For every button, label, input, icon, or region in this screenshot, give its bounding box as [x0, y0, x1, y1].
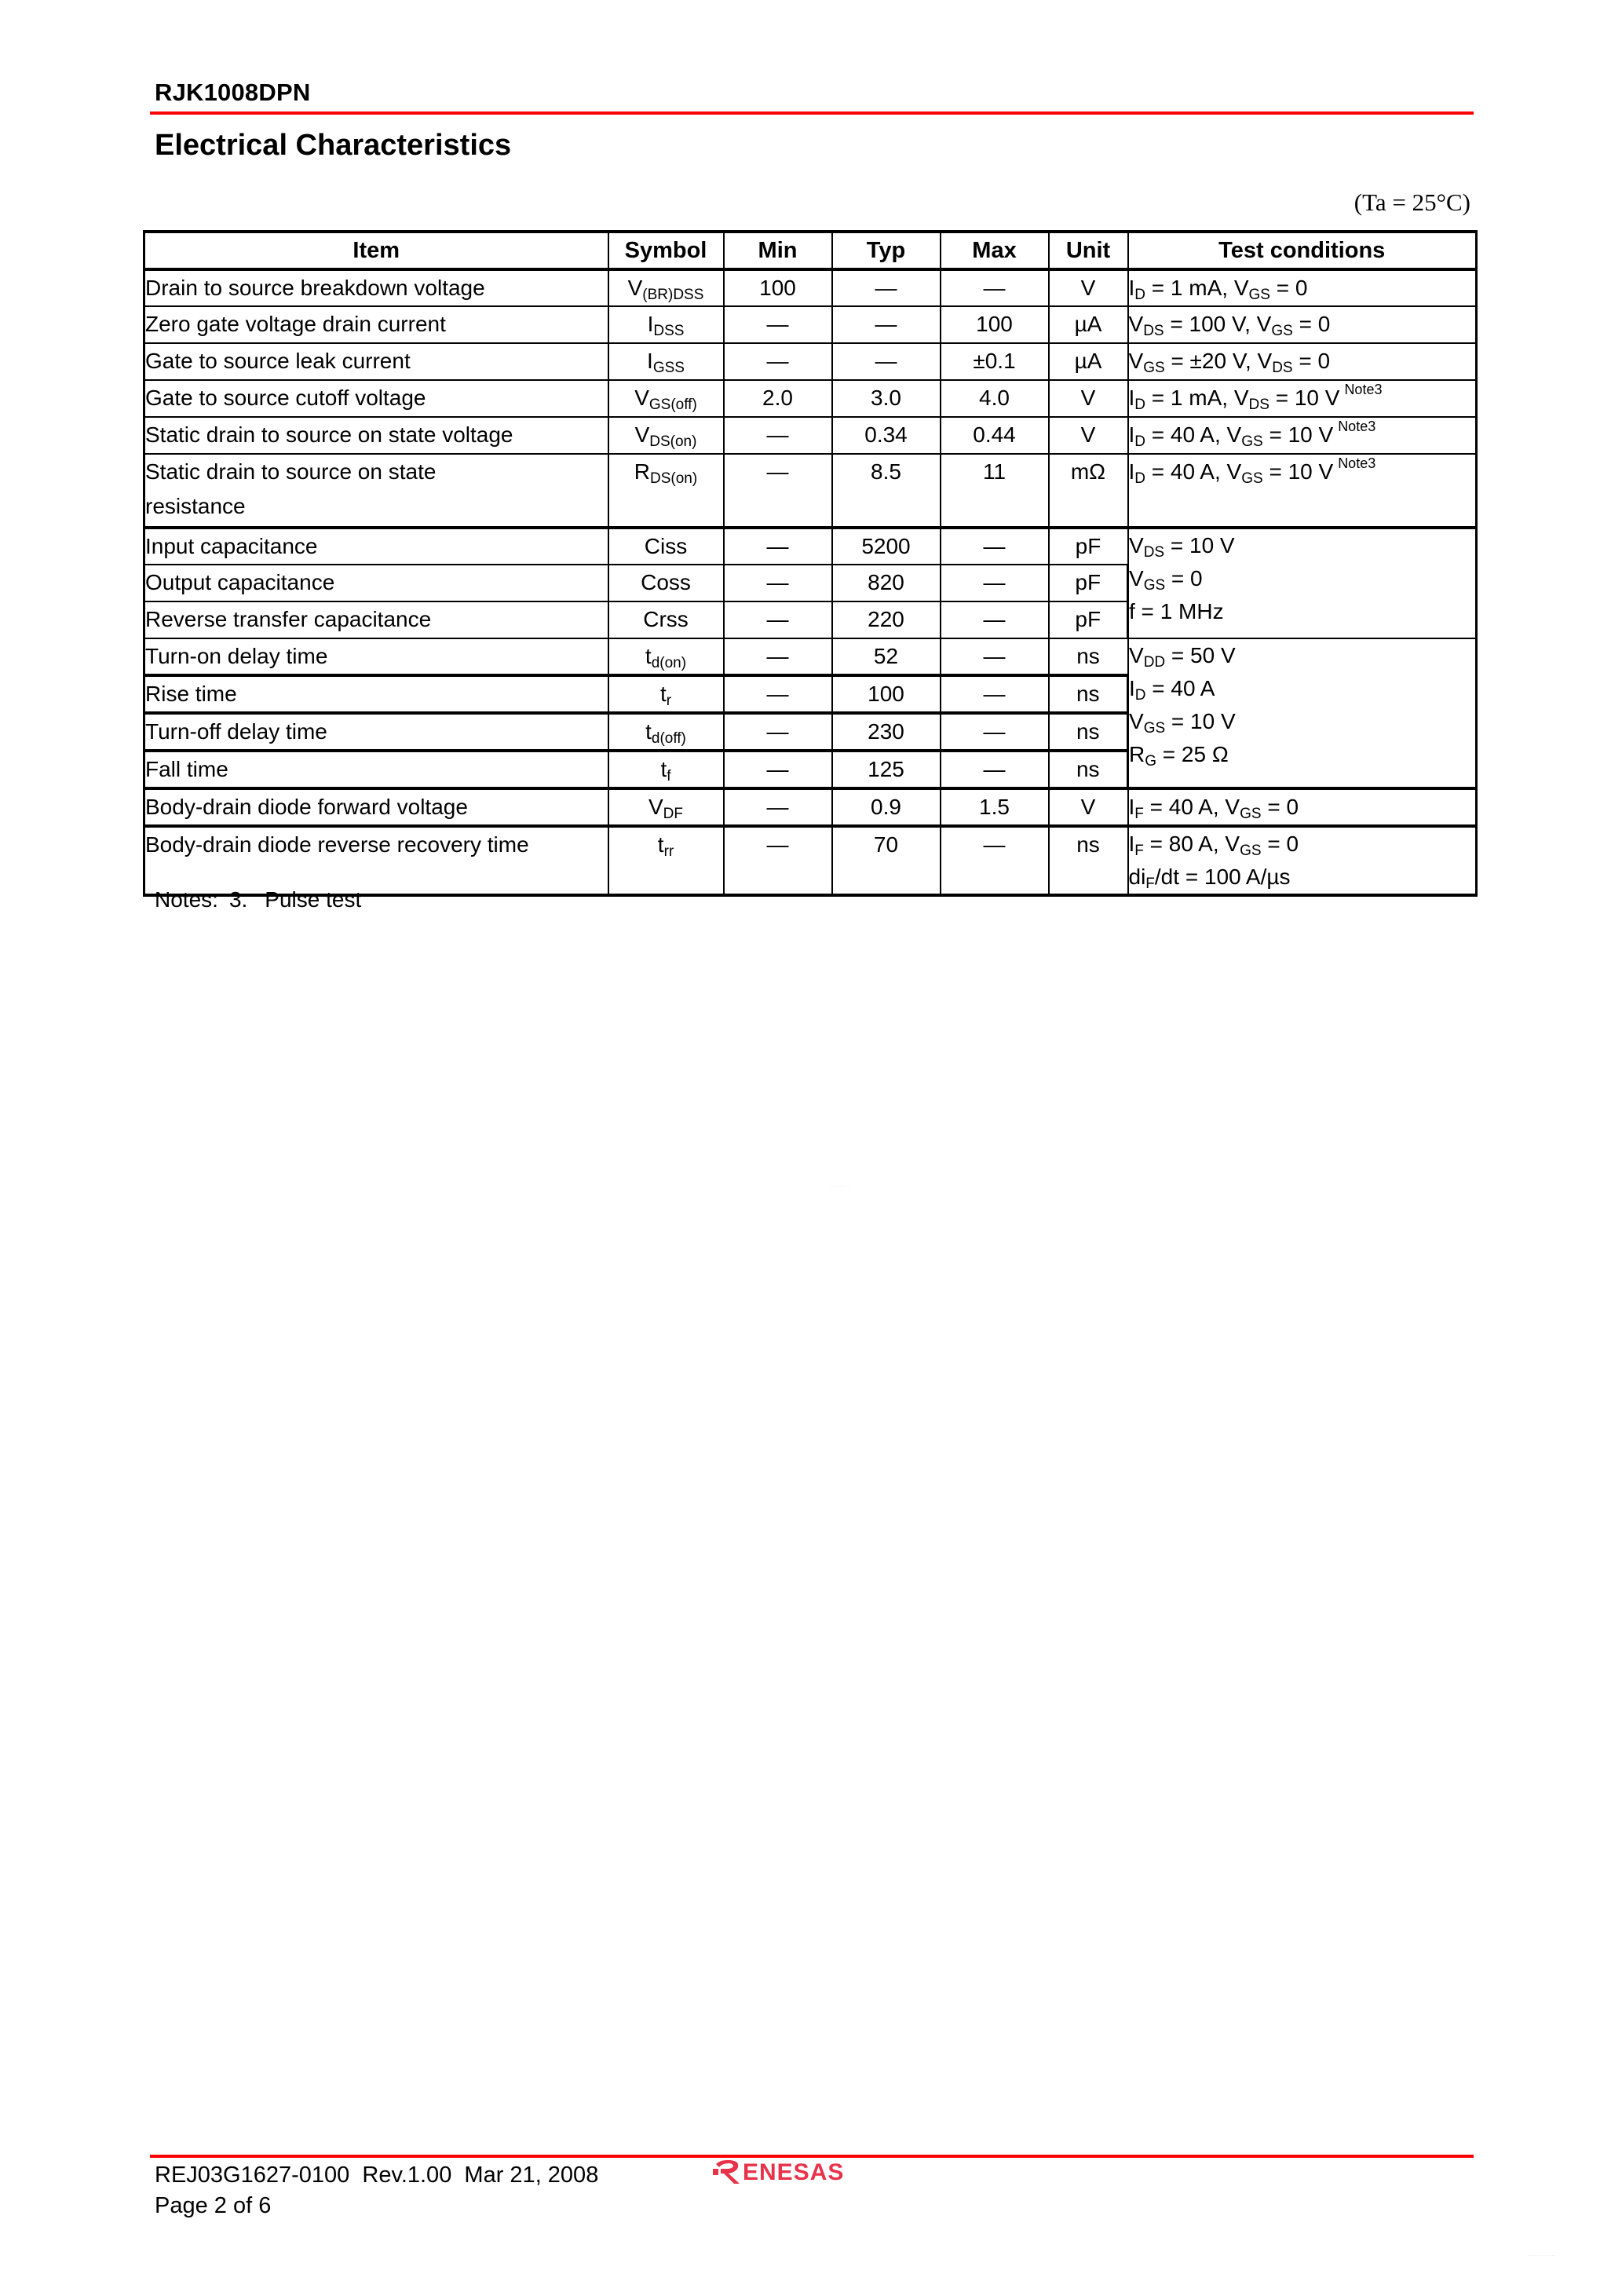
max-cell: 4.0	[941, 380, 1049, 417]
note-reference: Note3	[1344, 382, 1383, 397]
max-cell: —	[941, 638, 1049, 675]
unit-cell: µA	[1049, 343, 1128, 380]
unit-cell: pF	[1049, 601, 1128, 638]
typ-cell: 220	[832, 601, 941, 638]
min-cell: 2.0	[724, 380, 832, 417]
item-cell: Zero gate voltage drain current	[144, 306, 608, 343]
item-cell: Body-drain diode forward voltage	[144, 788, 608, 826]
col-header-symbol: Symbol	[608, 232, 724, 269]
item-cell: Gate to source cutoff voltage	[144, 380, 608, 417]
symbol-cell: Ciss	[608, 528, 724, 565]
symbol-cell: $V_{(BR)DSS}$	[608, 269, 724, 306]
symbol-cell: $t_{rr}$	[608, 826, 724, 895]
item-cell: Output capacitance	[144, 565, 608, 601]
note-number: 3.	[228, 887, 248, 912]
item-cell: Body-drain diode reverse recovery time	[144, 826, 608, 895]
table-row	[144, 380, 1477, 417]
ambient-condition: (Ta = 25°C)	[1353, 188, 1470, 216]
table-row	[144, 269, 1477, 306]
unit-cell: ns	[1049, 751, 1128, 788]
typ-cell: —	[832, 343, 941, 380]
symbol-cell: $t_r$	[608, 675, 724, 713]
capacitance-conditions-cell: $V_{DS} = 10$ V $V_{GS} = 0$ f = 1 MHz	[1128, 528, 1477, 638]
max-cell: ±0.1	[941, 343, 1049, 380]
conditions-cell: $I_F = 40$ A, $V_{GS} = 0$	[1128, 788, 1477, 826]
col-header-max: Max	[941, 232, 1049, 269]
typ-cell: 5200	[832, 528, 941, 565]
max-cell: 1.5	[941, 788, 1049, 826]
unit-cell: mΩ	[1049, 454, 1128, 528]
max-cell: —	[941, 565, 1049, 601]
note-reference: Note3	[1338, 419, 1376, 434]
typ-cell: 8.5	[832, 454, 941, 528]
min-cell: —	[724, 713, 832, 751]
unit-cell: V	[1049, 269, 1128, 306]
min-cell: —	[724, 528, 832, 565]
min-cell: —	[724, 638, 832, 675]
table-row	[144, 417, 1477, 454]
min-cell: 100	[724, 269, 832, 306]
col-header-min: Min	[724, 232, 832, 269]
conditions-cell: $I_D = 1$ mA, $V_{GS} = 0$	[1128, 269, 1477, 306]
table-row	[144, 826, 1477, 895]
col-header-unit: Unit	[1049, 232, 1128, 269]
symbol-cell: $t_f$	[608, 751, 724, 788]
item-cell: Drain to source breakdown voltage	[144, 269, 608, 306]
max-cell: —	[941, 826, 1049, 895]
max-cell: —	[941, 675, 1049, 713]
symbol-cell: $t_{d(off)}$	[608, 713, 724, 751]
table-row	[144, 528, 1477, 565]
symbol-cell: $t_{d(on)}$	[608, 638, 724, 675]
table-row	[144, 306, 1477, 343]
col-header-test-conditions: Test conditions	[1128, 232, 1477, 269]
typ-cell: 230	[832, 713, 941, 751]
max-cell: —	[941, 528, 1049, 565]
typ-cell: 70	[832, 826, 941, 895]
max-cell: —	[941, 751, 1049, 788]
min-cell: —	[724, 343, 832, 380]
table-row	[144, 638, 1477, 675]
table-header-row	[144, 232, 1477, 269]
table-row	[144, 788, 1477, 826]
typ-cell: 100	[832, 675, 941, 713]
min-cell: —	[724, 751, 832, 788]
header-divider	[150, 112, 1474, 115]
symbol-cell: $I_{GSS}$	[608, 343, 724, 380]
item-cell: Static drain to source on state voltage	[144, 417, 608, 454]
unit-cell: ns	[1049, 638, 1128, 675]
max-cell: 11	[941, 454, 1049, 528]
typ-cell: 125	[832, 751, 941, 788]
typ-cell: 3.0	[832, 380, 941, 417]
item-cell: Input capacitance	[144, 528, 608, 565]
watermark-text: · · · · · · · · · · · ·	[1528, 2254, 1556, 2258]
table-notes	[155, 887, 361, 912]
col-header-item: Item	[144, 232, 608, 269]
symbol-cell: $V_{DF}$	[608, 788, 724, 826]
conditions-cell: $I_D = 1$ mA, $V_{DS} = 10$ V $^{Note3}$	[1128, 380, 1477, 417]
max-cell: —	[941, 601, 1049, 638]
min-cell: —	[724, 417, 832, 454]
min-cell: —	[724, 454, 832, 528]
max-cell: —	[941, 269, 1049, 306]
item-cell: Static drain to source on state resistance	[144, 454, 608, 528]
max-cell: —	[941, 713, 1049, 751]
page-number: Page 2 of 6	[155, 2193, 272, 2218]
typ-cell: —	[832, 269, 941, 306]
item-cell: Fall time	[144, 751, 608, 788]
min-cell: —	[724, 788, 832, 826]
document-reference: REJ03G1627-0100 Rev.1.00 Mar 21, 2008	[155, 2163, 599, 2188]
symbol-cell: $I_{DSS}$	[608, 306, 724, 343]
switching-conditions-cell: $V_{DD} = 50$ V $I_D = 40$ A $V_{GS} = 10$ V $R_G = 25$ Ω	[1128, 638, 1477, 788]
max-cell: 0.44	[941, 417, 1049, 454]
typ-cell: 820	[832, 565, 941, 601]
table-row	[144, 454, 1477, 528]
col-header-typ: Typ	[832, 232, 941, 269]
typ-cell: 52	[832, 638, 941, 675]
conditions-cell: $I_D = 40$ A, $V_{GS} = 10$ V $^{Note3}$	[1128, 454, 1477, 528]
conditions-cell: $I_F = 80$ A, $V_{GS} = 0$ $di_F/dt = 100$ A/µs	[1128, 826, 1477, 895]
unit-cell: V	[1049, 380, 1128, 417]
unit-cell: V	[1049, 788, 1128, 826]
item-cell: Gate to source leak current	[144, 343, 608, 380]
section-title: Electrical Characteristics	[155, 129, 512, 162]
unit-cell: µA	[1049, 306, 1128, 343]
notes-label: Notes:	[155, 887, 218, 912]
symbol-cell: $V_{GS(off)}$	[608, 380, 724, 417]
max-cell: 100	[941, 306, 1049, 343]
typ-cell: —	[832, 306, 941, 343]
symbol-cell: $V_{DS(on)}$	[608, 417, 724, 454]
watermark-text: · · · · · · · ·	[831, 1184, 849, 1189]
note-text: Pulse test	[265, 887, 362, 912]
electrical-characteristics-table	[143, 230, 1478, 897]
svg-text:ENESAS: ENESAS	[743, 2159, 845, 2185]
unit-cell: ns	[1049, 675, 1128, 713]
unit-cell: ns	[1049, 713, 1128, 751]
item-cell: Rise time	[144, 675, 608, 713]
symbol-cell: $R_{DS(on)}$	[608, 454, 724, 528]
conditions-cell: $V_{GS} = \pm 20$ V, $V_{DS} = 0$	[1128, 343, 1477, 380]
min-cell: —	[724, 675, 832, 713]
typ-cell: 0.9	[832, 788, 941, 826]
min-cell: —	[724, 826, 832, 895]
conditions-cell: $I_D = 40$ A, $V_{GS} = 10$ V $^{Note3}$	[1128, 417, 1477, 454]
unit-cell: ns	[1049, 826, 1128, 895]
part-number-header: RJK1008DPN	[155, 79, 311, 106]
typ-cell: 0.34	[832, 417, 941, 454]
table-row	[144, 343, 1477, 380]
min-cell: —	[724, 306, 832, 343]
min-cell: —	[724, 601, 832, 638]
unit-cell: pF	[1049, 528, 1128, 565]
min-cell: —	[724, 565, 832, 601]
conditions-cell: $V_{DS} = 100$ V, $V_{GS} = 0$	[1128, 306, 1477, 343]
unit-cell: pF	[1049, 565, 1128, 601]
note-reference: Note3	[1338, 455, 1376, 471]
unit-cell: V	[1049, 417, 1128, 454]
symbol-cell: Coss	[608, 565, 724, 601]
item-cell: Turn-on delay time	[144, 638, 608, 675]
symbol-cell: Crss	[608, 601, 724, 638]
item-cell: Turn-off delay time	[144, 713, 608, 751]
item-cell: Reverse transfer capacitance	[144, 601, 608, 638]
renesas-logo-icon	[713, 2158, 898, 2186]
